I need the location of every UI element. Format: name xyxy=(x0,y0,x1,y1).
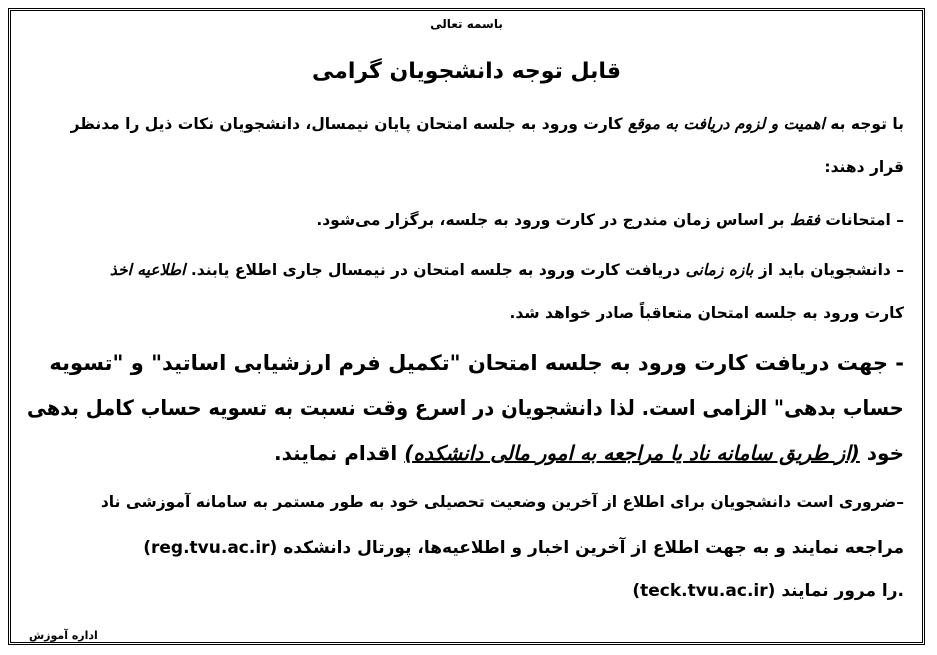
text-segment: دریافت کارت ورود به جلسه امتحان در نیمسال جاری اطلاع یابند. xyxy=(185,261,686,279)
text-segment: – امتحانات xyxy=(820,211,904,229)
emphasis-text: فقط xyxy=(790,211,820,229)
bullet-exam-time xyxy=(316,211,904,229)
requirement-line-3 xyxy=(274,441,904,465)
text-segment: خود xyxy=(859,441,904,465)
notice-content xyxy=(11,11,922,642)
salutation: باسمه تعالی xyxy=(430,17,503,31)
notice-frame xyxy=(8,8,925,645)
bullet-status-line-2: (reg.tvu.ac.ir) مراجعه نمایند و به جهت اطلاع از آخرین اخبار و اطلاعیه‌ها، پورتال دانشکده xyxy=(143,538,904,558)
office-signature: اداره آموزش xyxy=(29,629,98,642)
bullet-time-window xyxy=(110,261,904,279)
text-segment: اقدام نمایند. xyxy=(274,441,405,465)
bullet-status-line-3: (teck.tvu.ac.ir) را مرور نمایند. xyxy=(632,581,904,601)
bullet-status-line-1: –ضروری است دانشجویان برای اطلاع از آخرین وضعیت تحصیلی خود به طور مستمر به سامانه آموزشی ناد xyxy=(100,493,904,511)
paragraph-line-2: قرار دهند: xyxy=(824,158,904,176)
text-segment: با توجه به xyxy=(824,115,904,133)
requirement-line-1: - جهت دریافت کارت ورود به جلسه امتحان "تکمیل فرم ارزشیابی اساتید" و "تسویه xyxy=(49,351,904,375)
text-segment: بر اساس زمان مندرج در کارت ورود به جلسه، برگزار می‌شود. xyxy=(316,211,791,229)
requirement-line-2: حساب بدهی" الزامی است. لذا دانشجویان در اسرع وقت نسبت به تسویه حساب کامل بدهی xyxy=(27,396,904,420)
emphasis-text: بازه زمانی xyxy=(685,261,754,279)
text-segment: کارت ورود به جلسه امتحان پایان نیمسال، دانشجویان نکات ذیل را مدنظر xyxy=(70,115,629,133)
emphasis-text: اطلاعیه اخذ xyxy=(109,261,186,279)
notice-title: قابل توجه دانشجویان گرامی xyxy=(311,59,622,84)
underlined-text: (از طریق سامانه ناد یا مراجعه به امور مالی دانشکده) xyxy=(404,441,860,465)
bullet-time-window-cont: کارت ورود به جلسه امتحان متعاقباً صادر خواهد شد. xyxy=(509,304,904,322)
emphasis-text: اهمیت و لزوم دریافت به موقع xyxy=(628,115,825,133)
text-segment: – دانشجویان باید از xyxy=(753,261,904,279)
paragraph-line-1 xyxy=(71,115,904,133)
